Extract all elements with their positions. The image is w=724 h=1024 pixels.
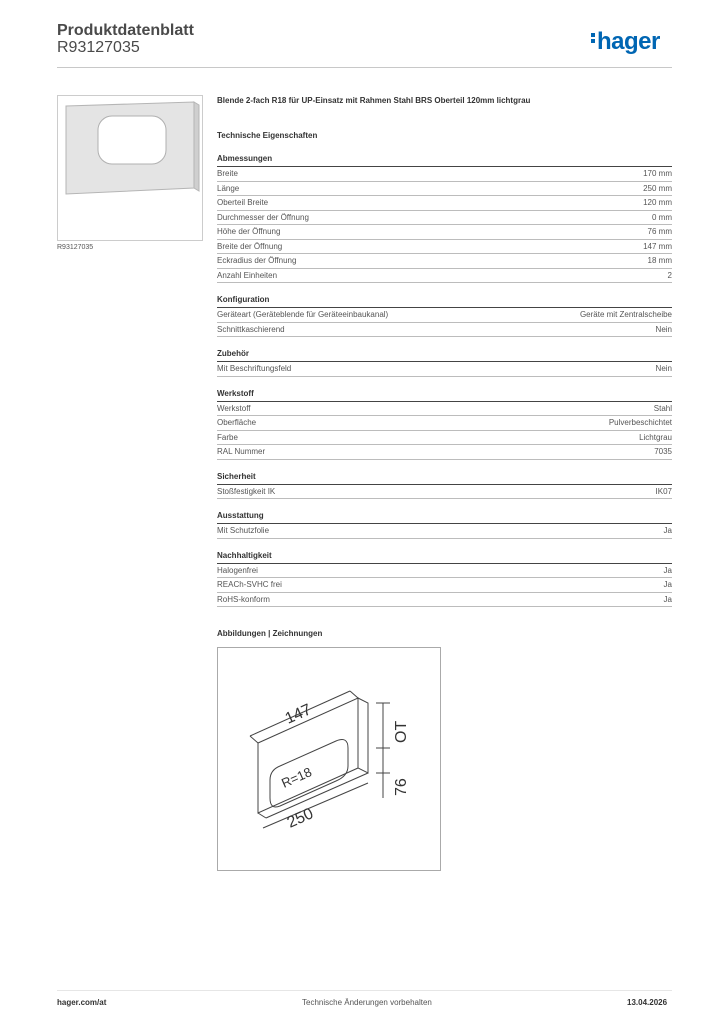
property-label: Durchmesser der Öffnung	[217, 212, 309, 222]
property-value: 0 mm	[652, 212, 672, 222]
section-heading: Nachhaltigkeit	[217, 550, 672, 564]
footer-divider	[57, 990, 672, 991]
footer-date: 13.04.2026	[627, 998, 668, 1007]
property-value: Ja	[663, 580, 672, 589]
main-content	[217, 95, 672, 641]
logo-dots-icon	[591, 31, 595, 45]
property-row	[217, 323, 672, 338]
property-row	[217, 564, 672, 579]
property-value: 120 mm	[643, 198, 672, 207]
section-heading: Konfiguration	[217, 294, 672, 308]
property-value: 7035	[654, 447, 672, 456]
property-row	[217, 182, 672, 197]
property-value: 170 mm	[643, 169, 672, 178]
property-value: 250 mm	[643, 183, 672, 193]
thumbnail-caption: R93127035	[57, 244, 94, 251]
property-value: Ja	[663, 565, 672, 575]
article-number: R93127035	[57, 39, 140, 56]
property-row	[217, 362, 672, 377]
property-row	[217, 196, 672, 211]
property-row	[217, 445, 672, 460]
property-label: Breite der Öffnung	[217, 241, 283, 251]
property-value: Ja	[663, 594, 672, 604]
section-heading: Ausstattung	[217, 510, 672, 524]
property-value: 147 mm	[643, 241, 672, 251]
property-row	[217, 167, 672, 182]
logo-text: hager	[597, 28, 660, 55]
cover-plate-icon	[58, 96, 202, 240]
property-label: RoHS-konform	[217, 594, 270, 604]
property-row	[217, 240, 672, 255]
property-label: Stoßfestigkeit IK	[217, 486, 276, 496]
images-heading: Abbildungen | Zeichnungen	[217, 629, 323, 638]
property-label: Oberteil Breite	[217, 198, 269, 207]
property-row	[217, 524, 672, 539]
property-value: 76 mm	[647, 227, 672, 236]
header-divider	[57, 67, 672, 68]
dim-top-label: OT	[393, 720, 410, 743]
footer-website-link[interactable]: hager.com/at	[57, 998, 107, 1007]
property-label: Werkstoff	[217, 403, 251, 413]
property-label: Mit Beschriftungsfeld	[217, 364, 292, 373]
property-label: Anzahl Einheiten	[217, 270, 278, 280]
property-label: Geräteart (Geräteblende für Geräteeinbaukanal)	[217, 310, 389, 319]
page-title: Produktdatenblatt	[57, 22, 194, 39]
property-label: Mit Schutzfolie	[217, 526, 270, 535]
property-label: Farbe	[217, 432, 238, 442]
dim-length-label: 250	[284, 805, 317, 832]
drawing-svg	[218, 648, 440, 870]
property-row	[217, 416, 672, 431]
property-label: Länge	[217, 183, 240, 193]
property-label: Halogenfrei	[217, 565, 258, 575]
property-label: Schnittkaschierend	[217, 324, 285, 334]
property-label: REACh-SVHC frei	[217, 580, 282, 589]
section-heading: Zubehör	[217, 348, 672, 362]
dim-height-label: 76	[393, 778, 410, 796]
property-row	[217, 485, 672, 500]
property-value: Nein	[655, 364, 672, 373]
property-value: Stahl	[653, 403, 672, 413]
property-value: 2	[667, 270, 672, 280]
property-row	[217, 269, 672, 284]
property-row	[217, 225, 672, 240]
tech-heading: Technische Eigenschaften	[217, 131, 318, 140]
section-heading: Werkstoff	[217, 388, 672, 402]
technical-drawing	[217, 647, 441, 871]
property-value: Lichtgrau	[639, 432, 672, 442]
property-row	[217, 211, 672, 226]
property-value: Ja	[663, 526, 672, 535]
property-value: Geräte mit Zentralscheibe	[579, 310, 672, 319]
property-label: Breite	[217, 169, 238, 178]
dim-radius-label: R=18	[279, 764, 314, 791]
section-heading: Abmessungen	[217, 153, 672, 167]
property-label: RAL Nummer	[217, 447, 266, 456]
property-value: Nein	[655, 324, 672, 334]
product-title: Blende 2-fach R18 für UP-Einsatz mit Rahmen Stahl BRS Oberteil 120mm lichtgrau	[217, 96, 531, 105]
property-row	[217, 402, 672, 417]
property-label: Höhe der Öffnung	[217, 227, 281, 236]
property-value: 18 mm	[647, 256, 672, 265]
property-row	[217, 593, 672, 608]
property-row	[217, 578, 672, 593]
section-heading: Sicherheit	[217, 471, 672, 485]
property-row	[217, 308, 672, 323]
hager-logo	[591, 28, 660, 56]
dim-width-label: 147	[282, 701, 315, 728]
property-row	[217, 431, 672, 446]
property-value: IK07	[655, 486, 672, 496]
product-thumbnail	[57, 95, 203, 241]
property-sections	[217, 153, 672, 607]
footer-notice: Technische Änderungen vorbehalten	[302, 998, 432, 1007]
property-row	[217, 254, 672, 269]
property-value: Pulverbeschichtet	[608, 418, 672, 427]
property-label: Oberfläche	[217, 418, 257, 427]
property-label: Eckradius der Öffnung	[217, 256, 297, 265]
